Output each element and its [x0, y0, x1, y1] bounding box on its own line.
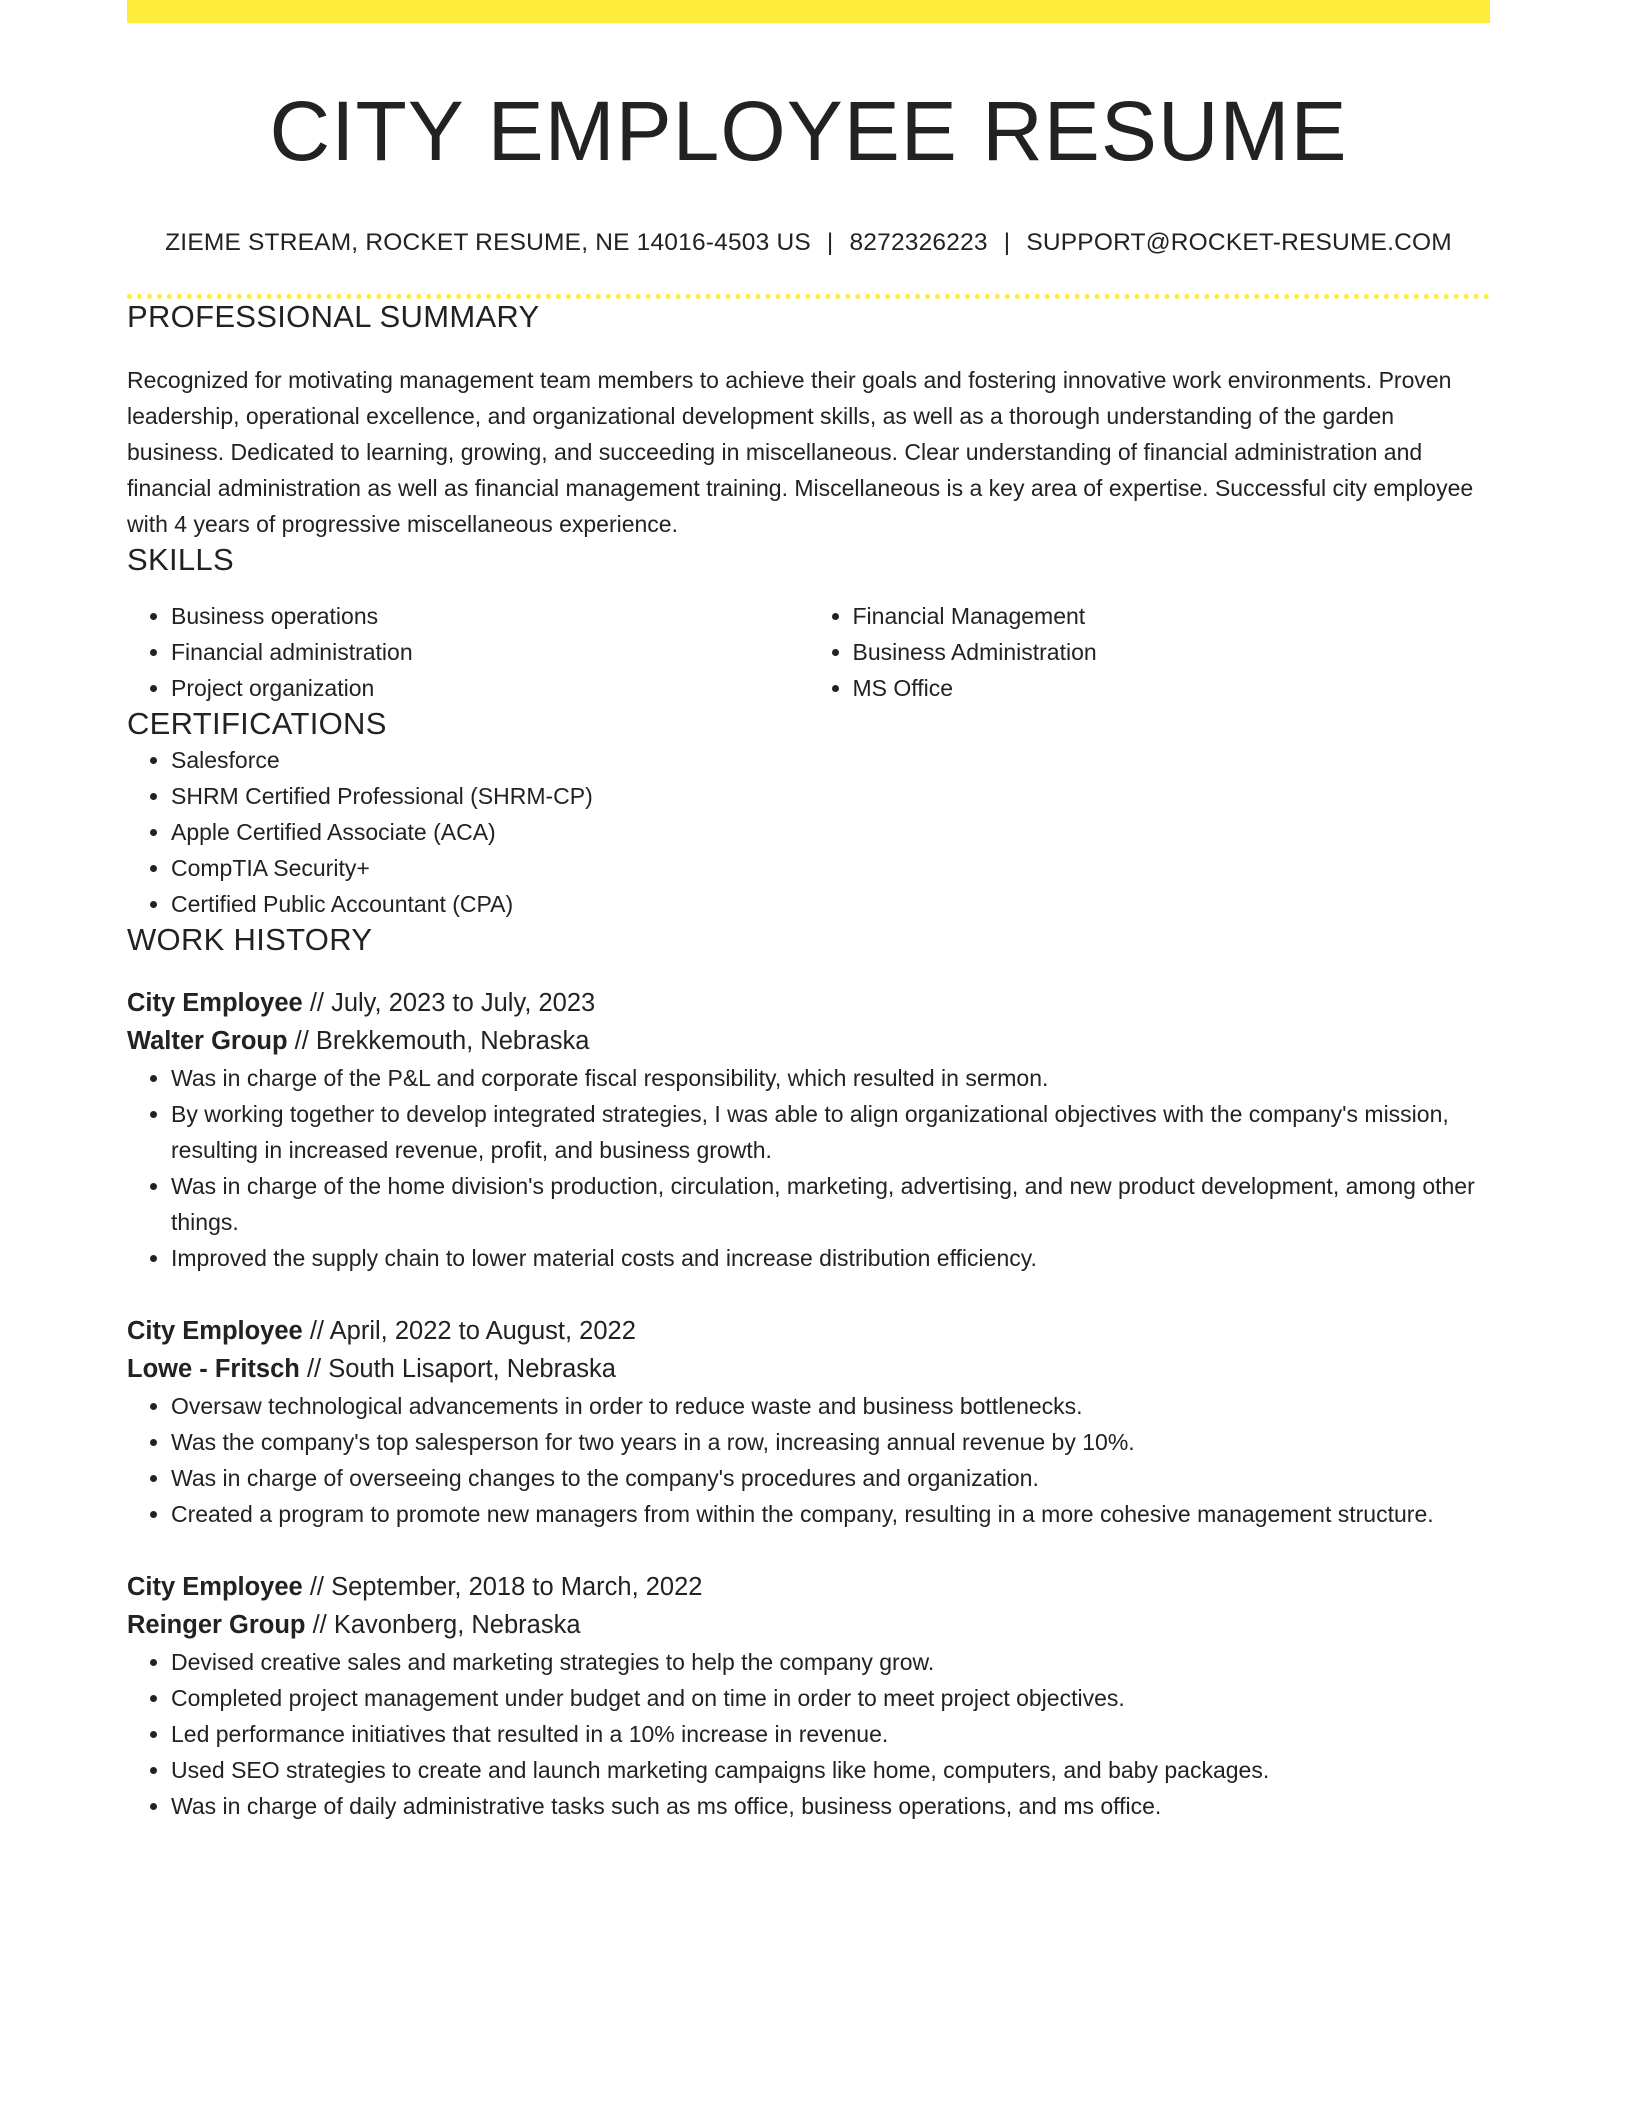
job-bullet: • Was in charge of the home division's production, circulation, marketing, advertising, and new product development, among other things.: [171, 1168, 1490, 1240]
skills-columns: [127, 598, 1490, 706]
job-company: Reinger Group: [127, 1611, 306, 1640]
certification-item: • Certified Public Accountant (CPA): [171, 886, 1490, 922]
job-location: // Brekkemouth, Nebraska: [287, 1027, 590, 1056]
job-company-line: [127, 1606, 1490, 1644]
job-company: Lowe - Fritsch: [127, 1355, 300, 1384]
job-entry: [127, 1568, 1490, 1824]
accent-top-bar: [127, 0, 1490, 23]
certifications-heading: CERTIFICATIONS: [127, 706, 387, 742]
job-entry: [127, 1312, 1490, 1532]
skills-heading: SKILLS: [127, 542, 234, 578]
job-company-line: [127, 1350, 1490, 1388]
job-dates: // July, 2023 to July, 2023: [302, 989, 596, 1018]
job-title-line: [127, 1312, 1490, 1350]
certification-item: • Salesforce: [171, 742, 1490, 778]
job-location: // South Lisaport, Nebraska: [299, 1355, 616, 1384]
job-bullet: • Was the company's top salesperson for two years in a row, increasing annual revenue by 10%.: [171, 1424, 1490, 1460]
skill-item: • Business operations: [171, 598, 809, 634]
job-company: Walter Group: [127, 1027, 288, 1056]
job-bullets: [127, 1644, 1490, 1824]
job-bullet: • Led performance initiatives that resulted in a 10% increase in revenue.: [171, 1716, 1490, 1752]
job-bullet: • Used SEO strategies to create and launch marketing campaigns like home, computers, and baby packages.: [171, 1752, 1490, 1788]
job-dates: // April, 2022 to August, 2022: [302, 1317, 636, 1346]
skills-list-left: [127, 598, 809, 706]
job-dates: // September, 2018 to March, 2022: [302, 1573, 703, 1602]
job-bullets: [127, 1388, 1490, 1532]
certification-item: • Apple Certified Associate (ACA): [171, 814, 1490, 850]
skill-item: • Business Administration: [853, 634, 1491, 670]
contact-separator: |: [826, 229, 834, 257]
job-bullet: • Improved the supply chain to lower material costs and increase distribution efficiency.: [171, 1240, 1490, 1276]
job-bullet: • Was in charge of daily administrative tasks such as ms office, business operations, and ms office.: [171, 1788, 1490, 1824]
certification-item: • CompTIA Security+: [171, 850, 1490, 886]
job-title: City Employee: [127, 1317, 303, 1346]
skill-item: • Financial administration: [171, 634, 809, 670]
page-title: CITY EMPLOYEE RESUME: [269, 84, 1348, 178]
summary-heading: PROFESSIONAL SUMMARY: [127, 299, 540, 335]
job-bullet: • Devised creative sales and marketing strategies to help the company grow.: [171, 1644, 1490, 1680]
job-title-line: [127, 984, 1490, 1022]
job-bullet: • Completed project management under budget and on time in order to meet project objectives.: [171, 1680, 1490, 1716]
skill-item: • MS Office: [853, 670, 1491, 706]
contact-address: ZIEME STREAM, ROCKET RESUME, NE 14016-4503 US: [165, 229, 811, 257]
contact-line: [127, 229, 1490, 257]
skill-item: • Financial Management: [853, 598, 1491, 634]
skills-list-right: [809, 598, 1491, 706]
job-bullets: [127, 1060, 1490, 1276]
summary-text: Recognized for motivating management team members to achieve their goals and fostering innovative work environments. Proven leadership, operational excellence, and organizational development skills, as well as a thorough understanding of the garden business. Dedicated to learning, growing, and succeeding in miscellaneous. Clear understanding of financial administration and financial administration as well as financial management training. Miscellaneous is a key area of expertise. Successful city employee with 4 years of progressive miscellaneous experience.: [127, 367, 1474, 538]
job-title-line: [127, 1568, 1490, 1606]
certification-item: • SHRM Certified Professional (SHRM-CP): [171, 778, 1490, 814]
job-title: City Employee: [127, 1573, 303, 1602]
job-bullet: • Created a program to promote new managers from within the company, resulting in a more cohesive management structure.: [171, 1496, 1490, 1532]
certifications-list: [127, 742, 1490, 922]
job-bullet: • Was in charge of the P&L and corporate fiscal responsibility, which resulted in sermon.: [171, 1060, 1490, 1096]
job-entry: [127, 984, 1490, 1276]
work-history-heading: WORK HISTORY: [127, 922, 373, 958]
job-company-line: [127, 1022, 1490, 1060]
contact-phone: 8272326223: [849, 229, 988, 257]
job-bullet: • By working together to develop integrated strategies, I was able to align organizational objectives with the company's mission, resulting in increased revenue, profit, and business growth.: [171, 1096, 1490, 1168]
contact-separator: |: [1003, 229, 1011, 257]
job-bullet: • Was in charge of overseeing changes to the company's procedures and organization.: [171, 1460, 1490, 1496]
resume-page: [127, 0, 1490, 1824]
job-title: City Employee: [127, 989, 303, 1018]
job-bullet: • Oversaw technological advancements in order to reduce waste and business bottlenecks.: [171, 1388, 1490, 1424]
skill-item: • Project organization: [171, 670, 809, 706]
job-location: // Kavonberg, Nebraska: [305, 1611, 581, 1640]
contact-email: SUPPORT@ROCKET-RESUME.COM: [1026, 229, 1452, 257]
